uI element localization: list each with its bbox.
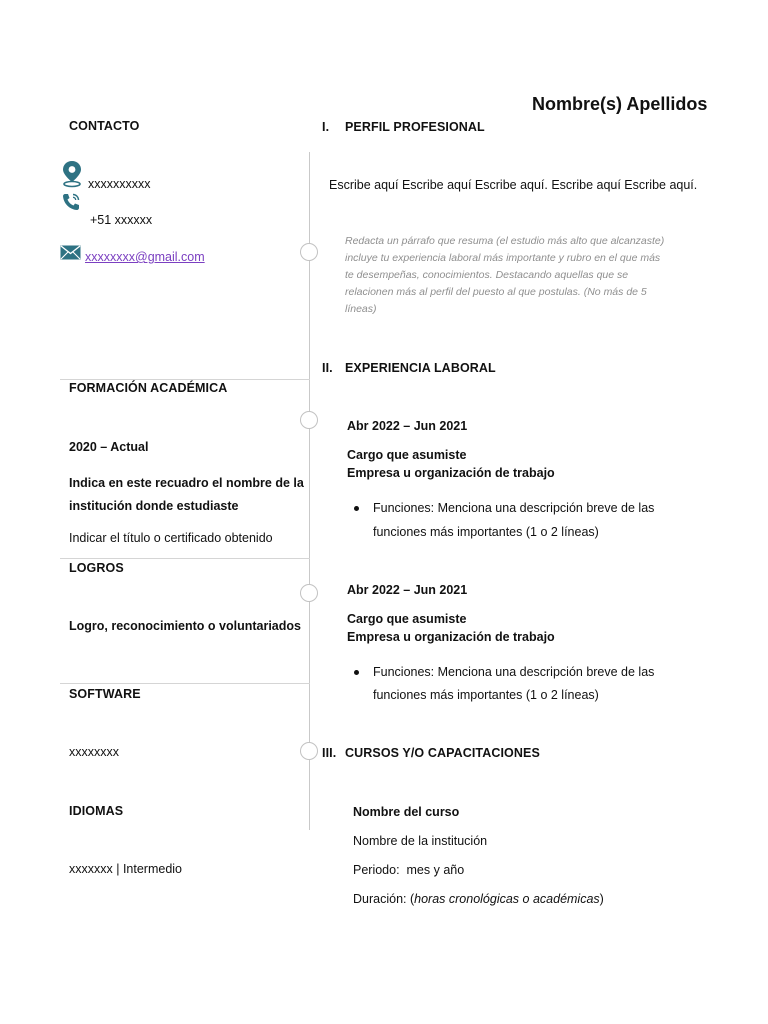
contact-heading: CONTACTO [69,119,140,133]
profile-hint-line: incluye tu experiencia laboral más importante y rubro en el que más [345,252,661,264]
timeline-node [300,584,318,602]
contact-location: xxxxxxxxxx [88,177,151,191]
contact-email-link[interactable]: xxxxxxxx@gmail.com [85,250,205,264]
profile-hint-line: te desempeñas, conocimientos. Destacando aquellas que se [345,269,629,281]
profile-hint [345,233,725,318]
section-divider [60,683,310,684]
education-heading: FORMACIÓN ACADÉMICA [69,381,228,395]
experience-heading: EXPERIENCIA LABORAL [345,361,496,375]
courses-heading: CURSOS Y/O CAPACITACIONES [345,746,540,760]
achievements-heading: LOGROS [69,561,124,575]
full-name: Nombre(s) Apellidos [532,94,708,114]
job-functions-line2: funciones más importantes (1 o 2 líneas) [373,688,599,702]
education-degree: Indicar el título o certificado obtenido [69,531,273,545]
profile-hint-line: relacionen más al perfil del puesto al que postulas. (No más de 5 [345,286,647,298]
phone-icon [61,192,81,217]
section-divider [60,558,310,559]
bullet-icon [354,506,359,511]
profile-hint-line: Redacta un párrafo que resuma (el estudio más alto que alcanzaste) [345,235,665,247]
timeline-node [300,742,318,760]
software-item: xxxxxxxx [69,745,119,759]
job-period: Abr 2022 – Jun 2021 [347,583,468,597]
job-company: Empresa u organización de trabajo [347,466,555,480]
profile-heading: PERFIL PROFESIONAL [345,120,485,134]
bullet-icon [354,670,359,675]
timeline-node [300,411,318,429]
contact-phone: +51 xxxxxx [90,213,153,227]
profile-text: Escribe aquí Escribe aquí Escribe aquí. Escribe aquí Escribe aquí. [329,178,698,192]
course-institution: Nombre de la institución [353,834,488,848]
profile-hint-line: líneas) [345,303,377,315]
timeline-node [300,243,318,261]
location-pin-icon [61,160,83,193]
course-period: Periodo: mes y año [353,863,465,877]
language-item: xxxxxxx | Intermedio [69,862,183,876]
job-functions-line1: Funciones: Menciona una descripción breve de las [373,501,655,515]
section-divider [60,379,310,380]
education-institution-line1: Indica en este recuadro el nombre de la [69,476,304,490]
course-duration [353,892,604,906]
job-functions-line1: Funciones: Menciona una descripción breve de las [373,665,655,679]
software-heading: SOFTWARE [69,687,141,701]
profile-number: I. [322,120,330,134]
job-role: Cargo que asumiste [347,612,467,626]
course-duration-prefix: Duración: ( [353,892,415,906]
job-company: Empresa u organización de trabajo [347,630,555,644]
job-functions-line2: funciones más importantes (1 o 2 líneas) [373,525,599,539]
course-duration-suffix: ) [599,892,604,906]
job-period: Abr 2022 – Jun 2021 [347,419,468,433]
courses-number: III. [322,746,337,760]
languages-heading: IDIOMAS [69,804,124,818]
course-duration-value: horas cronológicas o académicas [414,892,600,906]
course-name: Nombre del curso [353,805,460,819]
education-institution-line2: institución donde estudiaste [69,499,239,513]
education-period: 2020 – Actual [69,440,149,454]
job-role: Cargo que asumiste [347,448,467,462]
achievement-item: Logro, reconocimiento o voluntariados [69,619,301,633]
envelope-icon [60,245,81,265]
experience-number: II. [322,361,333,375]
